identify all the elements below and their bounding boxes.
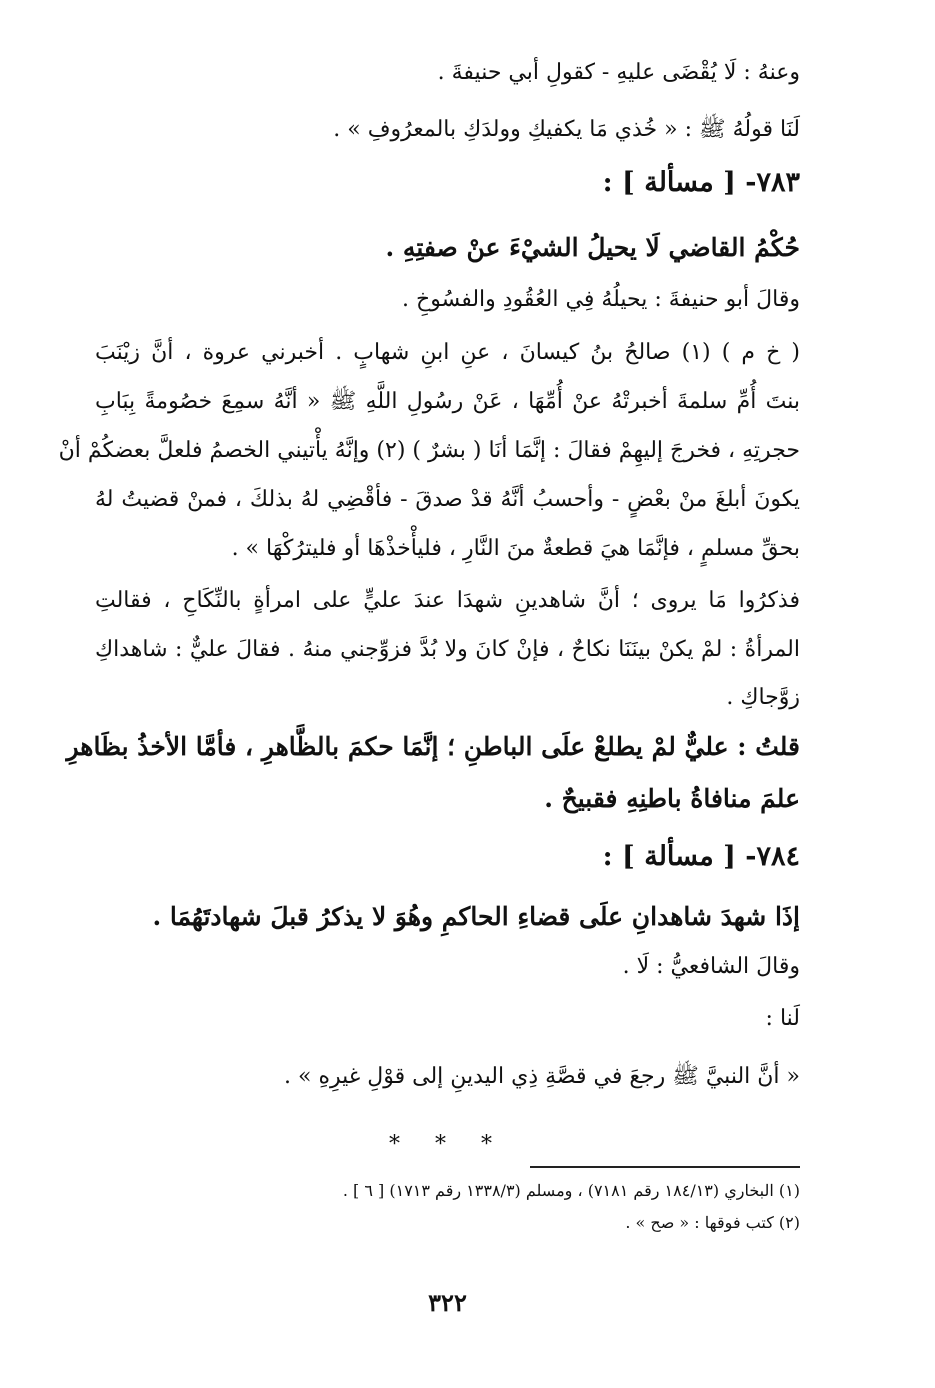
text-line: وقالَ أبو حنيفةَ : يحيلُهُ فِي العُقُودِ والفسُوخِ .	[402, 287, 800, 312]
text-line: فذكرُوا مَا يروى ؛ أنَّ شاهدينِ شهدَا عندَ عليٍّ على امرأةٍ بالنِّكَاحِ ، فقالتِ	[95, 588, 800, 613]
text-line: زوَّجاكِ .	[726, 685, 800, 710]
section-heading-783: ٧٨٣- [ مسألة ] :	[602, 167, 800, 198]
issue-statement: إذَا شهدَ شاهدانِ علَى قضاءِ الحاكمِ وهُوَ لا يذكرُ قبلَ شهادتَهُمَا .	[152, 902, 800, 931]
text-line: يكونَ أبلغَ منْ بعْضٍ - وأحسبُ أنَّهُ قدْ صدقَ - فأقْضِي لهُ بذلكَ ، فمنْ قضيتُ لهُ	[95, 487, 800, 512]
book-page	[58, 40, 800, 1360]
text-line: بحقِّ مسلمٍ ، فإنَّمَا هيَ قطعةٌ منَ النَّارِ ، فليأْخذْهَا أو فليترُكْهَا » .	[231, 536, 800, 561]
text-line: ( خ م ) (١) صالحُ بنُ كيسانَ ، عنِ ابنِ شهابٍ . أخبرني عروة ، أنَّ زيْنَبَ	[95, 340, 800, 365]
section-heading-784: ٧٨٤- [ مسألة ] :	[602, 841, 800, 872]
text-line: وقالَ الشافعيُّ : لَا .	[622, 954, 800, 979]
footnote: (٢) كتب فوقها : « صح » .	[625, 1213, 800, 1232]
issue-statement: حُكْمُ القاضي لَا يحيلُ الشيْءَ عنْ صفتِهِ .	[385, 233, 800, 262]
text-line: « أنَّ النبيَّ ﷺ رجعَ في قصَّةِ ذِي اليدينِ إلى قوْلِ غيرِهِ » .	[284, 1064, 800, 1089]
text-line: لَنا :	[765, 1006, 800, 1031]
text-line: بنتَ أُمِّ سلمةَ أخبرتْهُ عنْ أُمِّهَا ، عَنْ رسُولِ اللَّهِ ﷺ « أنَّهُ سمِعَ خصُومةً بِبَابِ	[95, 389, 800, 414]
text-line: المرأةُ : لمْ يكنْ بينَنَا نكاحٌ ، فإنْ كانَ ولا بُدَّ فزوِّجني منهُ . فقالَ عليٌّ : شاهداكِ	[95, 637, 800, 662]
footnote-separator	[530, 1166, 800, 1168]
footnote: (١) البخاري (١٨٤/١٣ رقم ٧١٨١) ، ومسلم (١٣٣٨/٣ رقم ١٧١٣) [ ٦ ] .	[342, 1181, 800, 1200]
section-stars: * * *	[389, 1132, 506, 1157]
commentary-line: قلتُ : عليٌّ لمْ يطلعْ علَى الباطنِ ؛ إنَّمَا حكمَ بالظَّاهرِ ، فأمَّا الأخذُ بظَاهرِ	[66, 732, 800, 761]
text-line: حجرتِهِ ، فخرجَ إليهِمْ فقالَ : إنَّمَا أنَا ( بشرٌ ) (٢) وإنَّهُ يأْتيني الخصمُ فلعلَّ بعضكُمْ أنْ	[58, 438, 800, 463]
page-number: ٣٢٢	[428, 1288, 467, 1317]
commentary-line: علمَ منافاةُ باطنِهِ فقبيحٌ .	[544, 784, 800, 813]
text-line: وعنهُ : لَا يُقْضَى عليهِ - كقولِ أبي حنيفةَ .	[437, 60, 800, 85]
text-line: لَنَا قولُهُ ﷺ : « خُذي مَا يكفيكِ وولدَكِ بالمعرُوفِ » .	[333, 117, 800, 142]
